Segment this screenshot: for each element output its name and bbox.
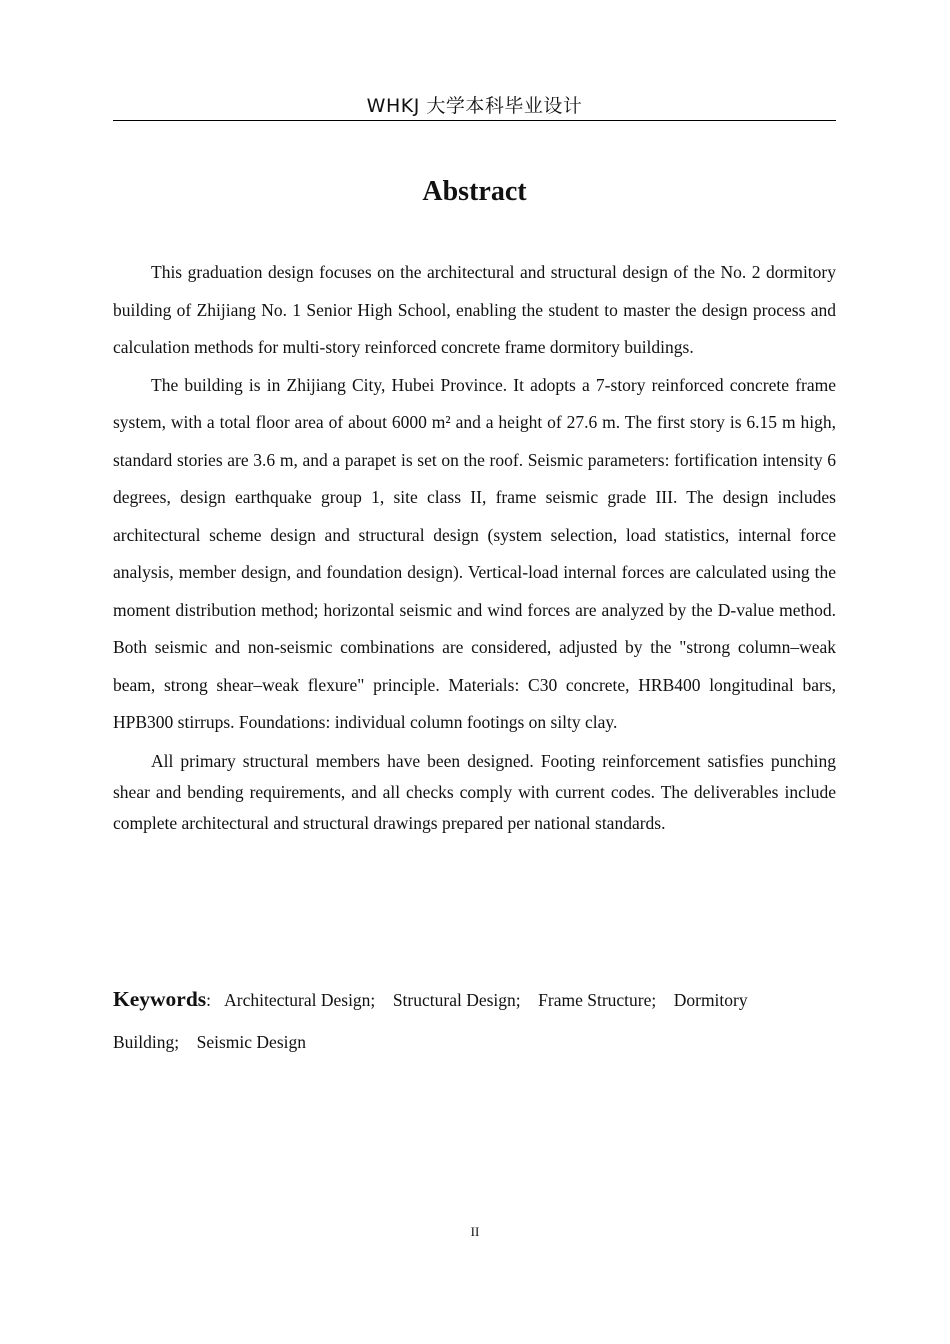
keywords-line — [113, 978, 836, 1063]
abstract-paragraph-3: All primary structural members have been designed. Footing reinforcement satisfies punching shear and bending requirements, and all checks comply with current codes. The deliverables include complete architectural and structural drawings prepared per national standards. — [113, 750, 836, 833]
abstract-paragraph-2: The building is in Zhijiang City, Hubei Province. It adopts a 7-story reinforced concrete frame system, with a total floor area of about 6000 m² and a height of 27.6 m. The first story is 6.15 m high, standard stories are 3.6 m, and a parapet is set on the roof. Seismic parameters: fortification intensity 6 degrees, design earthquake group 1, site class II, frame seismic grade III. The design includes architectural scheme design and structural design (system selection, load statistics, internal force analysis, member design, and foundation design). Vertical-load internal forces are calculated using the moment distribution method; horizontal seismic and wind forces are analyzed by the D-value method. Both seismic and non-seismic combinations are considered, adjusted by the "strong column–weak beam, strong shear–weak flexure" principle. Materials: C30 concrete, HRB400 longitudinal bars, HPB300 stirrups. Foundations: individual column footings on silty clay. — [113, 374, 836, 732]
abstract-body — [113, 254, 836, 839]
keyword-item: Architectural Design; — [224, 990, 376, 1010]
header-title: WHKJ 大学本科毕业设计 — [366, 95, 583, 117]
keywords-separator: : — [206, 990, 212, 1010]
keyword-item: Seismic Design — [196, 1032, 306, 1052]
abstract-paragraph-1: This graduation design focuses on the architectural and structural design of the No. 2 dormitory building of Zhijiang No. 1 Senior High School, enabling the student to master the design process and calculation methods for multi-story reinforced concrete frame dormitory buildings. — [113, 262, 836, 357]
abstract-heading: Abstract — [422, 176, 527, 207]
page-header — [113, 92, 836, 121]
keywords-label: Keywords — [113, 987, 207, 1011]
keyword-item: Dormitory Building; — [113, 990, 748, 1052]
keyword-item: Structural Design; — [392, 990, 521, 1010]
keyword-item: Frame Structure; — [538, 990, 657, 1010]
page-number: II — [470, 1224, 480, 1239]
